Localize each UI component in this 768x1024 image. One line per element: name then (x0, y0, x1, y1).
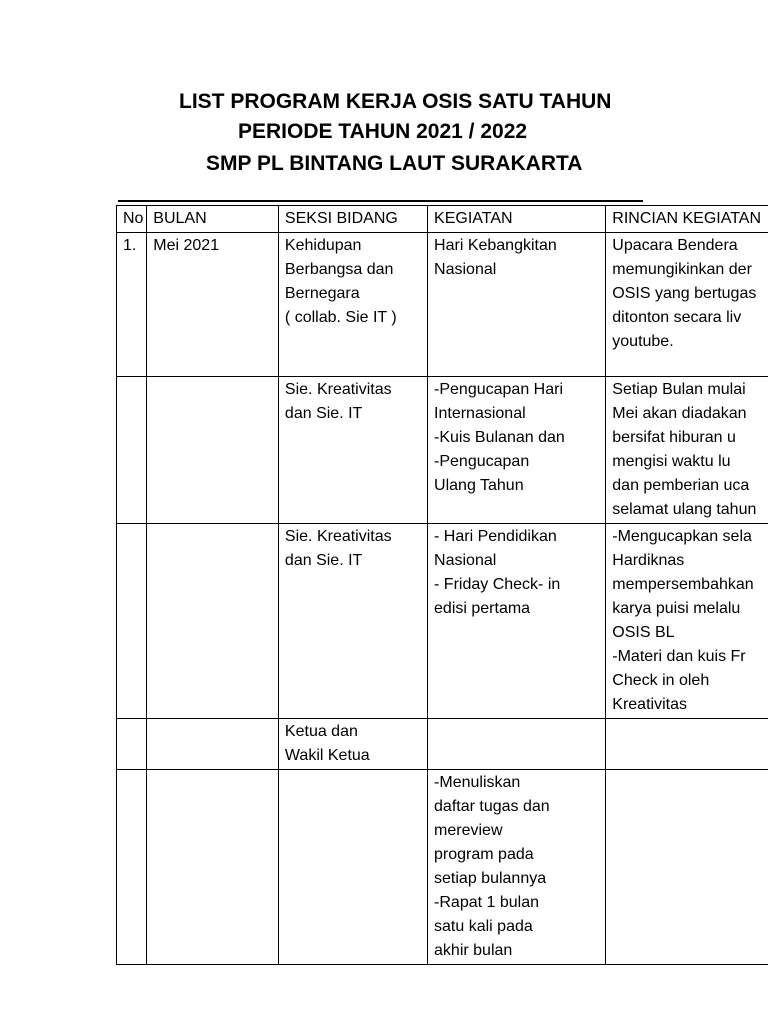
cell-rincian (606, 770, 768, 965)
cell-seksi (278, 719, 427, 770)
cell-seksi (278, 770, 427, 965)
cell-rincian (606, 524, 768, 719)
cell-line: Check in oleh (612, 672, 710, 689)
table-header-row (117, 206, 768, 233)
cell-line: Wakil Ketua (284, 747, 370, 764)
cell-line: Bernegara (284, 285, 360, 302)
title-line-3: SMP PL BINTANG LAUT SURAKARTA (206, 152, 583, 175)
cell-line: bersifat hiburan u (612, 429, 736, 446)
cell-line: OSIS BL (612, 624, 675, 641)
cell-line: mereview (434, 822, 503, 839)
cell-line: -Pengucapan (434, 453, 530, 470)
cell-line: Kreativitas (612, 696, 687, 713)
table-row (117, 377, 768, 524)
program-table (116, 205, 768, 965)
cell-no (117, 377, 147, 524)
cell-line: OSIS yang bertugas (612, 285, 757, 302)
cell-kegiatan (428, 233, 606, 377)
cell-line: -Pengucapan Hari (434, 381, 563, 398)
cell-line: daftar tugas dan (434, 798, 550, 815)
cell-bulan (147, 377, 279, 524)
cell-line: Hardiknas (612, 552, 685, 569)
cell-rincian (606, 719, 768, 770)
cell-line: Hari Kebangkitan (434, 237, 557, 254)
table-row (117, 719, 768, 770)
cell-line: Nasional (434, 261, 497, 278)
cell-line: Internasional (434, 405, 526, 422)
table-row (117, 233, 768, 377)
cell-rincian (606, 377, 768, 524)
title-line-2: PERIODE TAHUN 2021 / 2022 (238, 120, 528, 143)
cell-seksi (278, 377, 427, 524)
cell-line: Sie. Kreativitas (284, 381, 392, 398)
cell-line: Ketua dan (284, 723, 358, 740)
cell-line: ( collab. Sie IT ) (284, 309, 397, 326)
cell-line: -Materi dan kuis Fr (612, 648, 746, 665)
column-header-bulan: BULAN (147, 206, 279, 233)
cell-line: -Mengucapkan sela (612, 528, 752, 545)
cell-line: Sie. Kreativitas (284, 528, 392, 545)
cell-line: setiap bulannya (434, 870, 547, 887)
cell-bulan (147, 524, 279, 719)
cell-seksi (278, 233, 427, 377)
cell-line: Mei akan diadakan (612, 405, 747, 422)
cell-no (117, 770, 147, 965)
column-header-seksi: SEKSI BIDANG (278, 206, 427, 233)
cell-line: edisi pertama (434, 600, 531, 617)
cell-no (117, 524, 147, 719)
cell-rincian (606, 233, 768, 377)
cell-line: - Hari Pendidikan (434, 528, 557, 545)
cell-line: Berbangsa dan (284, 261, 394, 278)
cell-line: dan pemberian uca (612, 477, 750, 494)
column-header-kegiatan: KEGIATAN (428, 206, 606, 233)
cell-line: -Kuis Bulanan dan (434, 429, 565, 446)
cell-line: youtube. (612, 333, 674, 350)
cell-line: -Rapat 1 bulan (434, 894, 539, 911)
cell-line: mempersembahkan (612, 576, 754, 593)
cell-kegiatan (428, 770, 606, 965)
cell-line: program pada (434, 846, 534, 863)
cell-line: -Menuliskan (434, 774, 521, 791)
cell-bulan (147, 719, 279, 770)
cell-no: 1. (117, 233, 147, 377)
cell-line: akhir bulan (434, 942, 513, 959)
title-line-1: LIST PROGRAM KERJA OSIS SATU TAHUN (179, 90, 612, 113)
cell-bulan: Mei 2021 (147, 233, 279, 377)
cell-line: dan Sie. IT (284, 552, 363, 569)
cell-line: Upacara Bendera (612, 237, 738, 254)
cell-kegiatan (428, 377, 606, 524)
cell-kegiatan (428, 719, 606, 770)
cell-line: Nasional (434, 552, 497, 569)
cell-line: Kehidupan (284, 237, 362, 254)
cell-line: dan Sie. IT (284, 405, 363, 422)
column-header-rincian: RINCIAN KEGIATAN (606, 206, 768, 233)
table-row (117, 770, 768, 965)
cell-line: mengisi waktu lu (612, 453, 731, 470)
cell-line: - Friday Check- in (434, 576, 561, 593)
cell-no (117, 719, 147, 770)
column-header-no: No (117, 206, 147, 233)
cell-kegiatan (428, 524, 606, 719)
table-row (117, 524, 768, 719)
cell-line: memungikinkan der (612, 261, 752, 278)
cell-line: ditonton secara liv (612, 309, 742, 326)
header-divider (118, 200, 643, 202)
cell-line: Ulang Tahun (434, 477, 524, 494)
cell-bulan (147, 770, 279, 965)
cell-line: satu kali pada (434, 918, 533, 935)
cell-seksi (278, 524, 427, 719)
cell-line: selamat ulang tahun (612, 501, 757, 518)
cell-line: karya puisi melalu (612, 600, 741, 617)
cell-line: Setiap Bulan mulai (612, 381, 746, 398)
